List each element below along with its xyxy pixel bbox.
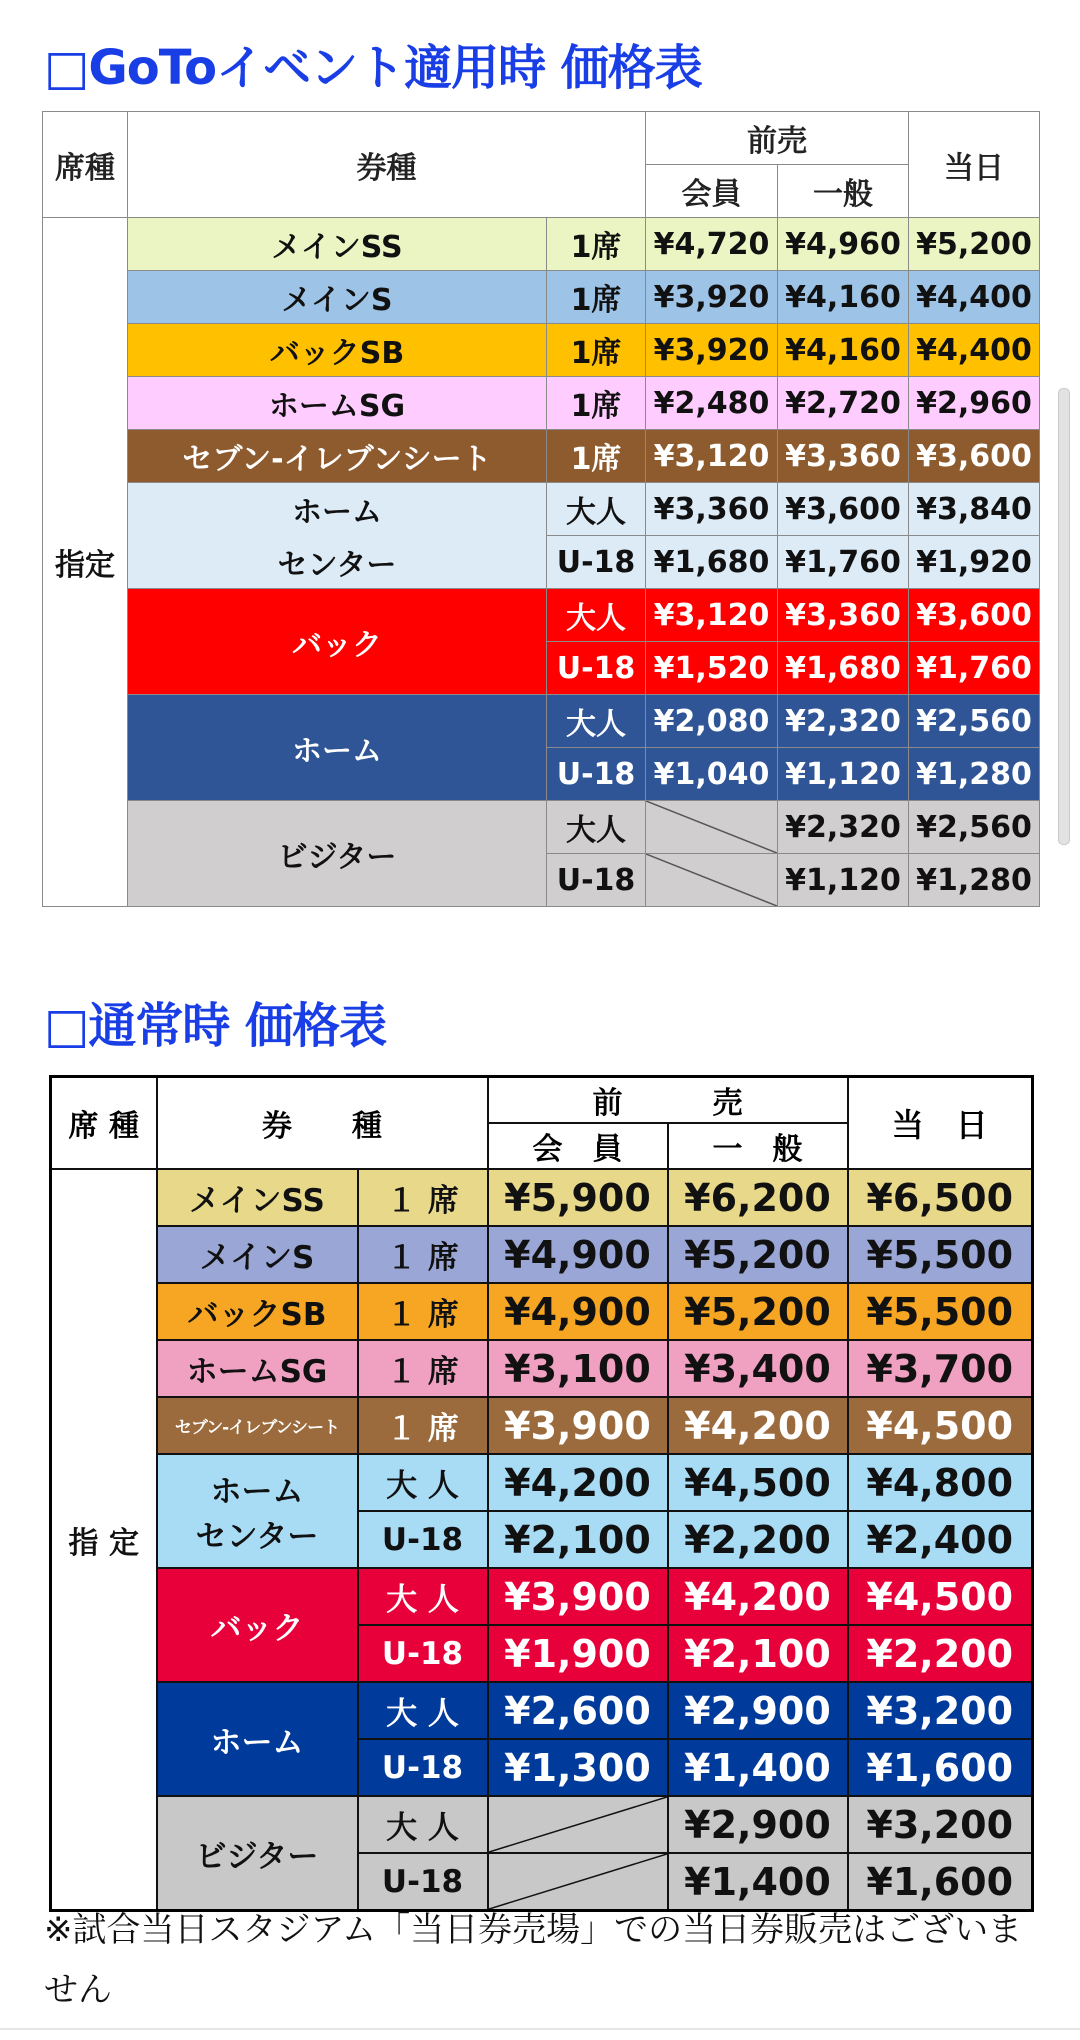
seat-name: セブン‐イレブンシート [128,430,547,483]
header-seat-type: 席種 [43,112,128,218]
header-general: 一 般 [668,1123,848,1169]
price-general: ¥2,320 [778,801,909,854]
table-row [51,1682,1033,1739]
table-row [43,589,1040,642]
table-row [43,430,1040,483]
seat-name: バック [157,1568,358,1682]
price-general: ¥6,200 [668,1169,848,1226]
ticket-type: 大人 [547,695,646,748]
ticket-type: １ 席 [358,1226,488,1283]
ticket-type: １ 席 [358,1340,488,1397]
price-member-not-available [646,854,778,907]
ticket-type: 1席 [547,218,646,271]
price-member: ¥1,680 [646,536,778,589]
seat-name: ホーム [157,1454,358,1511]
seat-name: ホーム [157,1682,358,1796]
price-general: ¥1,400 [668,1853,848,1911]
header-advance: 前売 [646,112,909,165]
ticket-type: U-18 [547,854,646,907]
price-member: ¥3,900 [488,1397,668,1454]
price-general: ¥3,360 [778,589,909,642]
seat-name: ビジター [128,801,547,907]
price-same-day: ¥1,280 [909,854,1040,907]
seat-name: メインS [128,271,547,324]
price-same-day: ¥1,600 [848,1739,1033,1796]
header-advance: 前 売 [488,1077,848,1124]
table-row [51,1226,1033,1283]
price-member: ¥1,520 [646,642,778,695]
table-row [51,1454,1033,1511]
price-same-day: ¥2,560 [909,695,1040,748]
price-general: ¥5,200 [668,1226,848,1283]
price-general: ¥4,960 [778,218,909,271]
seat-name: セブン-イレブンシート [157,1397,358,1454]
normal-price-table-title: □通常時 価格表 [44,998,387,1054]
ticket-type: １ 席 [358,1397,488,1454]
price-member: ¥4,720 [646,218,778,271]
ticket-type: U-18 [547,748,646,801]
price-member: ¥2,600 [488,1682,668,1739]
seat-name: メインS [157,1226,358,1283]
price-member: ¥3,360 [646,483,778,536]
seat-name: メインSS [157,1169,358,1226]
table-row [51,1796,1033,1853]
ticket-type: 大 人 [358,1568,488,1625]
price-general: ¥4,500 [668,1454,848,1511]
price-same-day: ¥4,800 [848,1454,1033,1511]
price-general: ¥2,900 [668,1682,848,1739]
seat-name: ビジター [157,1796,358,1911]
price-same-day: ¥5,500 [848,1226,1033,1283]
price-general: ¥3,400 [668,1340,848,1397]
price-general: ¥1,400 [668,1739,848,1796]
price-same-day: ¥3,200 [848,1682,1033,1739]
price-member: ¥3,920 [646,271,778,324]
ticket-type: U-18 [358,1853,488,1911]
ticket-type: 1席 [547,324,646,377]
seat-name: メインSS [128,218,547,271]
price-general: ¥1,680 [778,642,909,695]
price-general: ¥2,320 [778,695,909,748]
ticket-type: 大人 [547,801,646,854]
goto-price-table-title: □GoToイベント適用時 価格表 [44,40,702,96]
price-general: ¥2,720 [778,377,909,430]
header-member: 会員 [646,165,778,218]
table-row [43,483,1040,536]
table-row [43,324,1040,377]
price-member: ¥3,100 [488,1340,668,1397]
price-member: ¥1,300 [488,1739,668,1796]
price-same-day: ¥3,200 [848,1796,1033,1853]
divider [0,2028,1080,2030]
goto-price-table [42,111,1040,907]
seat-name: バック [128,589,547,695]
table-row [51,1283,1033,1340]
price-general: ¥4,160 [778,324,909,377]
ticket-type: U-18 [358,1739,488,1796]
price-member: ¥1,040 [646,748,778,801]
table-row [43,218,1040,271]
header-seat-type: 席 種 [51,1077,157,1170]
price-same-day: ¥2,960 [909,377,1040,430]
seat-name: バックSB [128,324,547,377]
price-same-day: ¥3,600 [909,589,1040,642]
table-row [51,1568,1033,1625]
ticket-type: 大 人 [358,1682,488,1739]
price-same-day: ¥2,400 [848,1511,1033,1568]
table-row [43,801,1040,854]
price-member: ¥2,100 [488,1511,668,1568]
price-member: ¥3,120 [646,430,778,483]
ticket-type: 1席 [547,271,646,324]
price-member: ¥2,080 [646,695,778,748]
price-general: ¥1,120 [778,854,909,907]
table-row [43,271,1040,324]
seat-name: ホーム [128,483,547,536]
price-member: ¥4,900 [488,1226,668,1283]
price-same-day: ¥2,200 [848,1625,1033,1682]
price-same-day: ¥5,200 [909,218,1040,271]
header-member: 会 員 [488,1123,668,1169]
price-member: ¥3,900 [488,1568,668,1625]
table-row [51,1511,1033,1568]
same-day-ticket-note: ※試合当日スタジアム「当日券売場」での当日券販売はございません [44,1910,1023,2010]
price-general: ¥5,200 [668,1283,848,1340]
price-general: ¥1,120 [778,748,909,801]
ticket-type: １ 席 [358,1169,488,1226]
ticket-type: 1席 [547,377,646,430]
table-row [43,695,1040,748]
table-row [51,1397,1033,1454]
header-ticket-type: 券種 [128,112,646,218]
price-general: ¥4,200 [668,1568,848,1625]
ticket-type: U-18 [358,1511,488,1568]
price-member-not-available [488,1796,668,1853]
ticket-type: １ 席 [358,1283,488,1340]
price-same-day: ¥3,840 [909,483,1040,536]
price-same-day: ¥1,600 [848,1853,1033,1911]
ticket-type: U-18 [358,1625,488,1682]
price-general: ¥2,900 [668,1796,848,1853]
price-member: ¥4,200 [488,1454,668,1511]
price-member: ¥4,900 [488,1283,668,1340]
price-general: ¥2,200 [668,1511,848,1568]
table-row [43,536,1040,589]
price-member: ¥3,920 [646,324,778,377]
price-same-day: ¥3,600 [909,430,1040,483]
ticket-type: 大 人 [358,1454,488,1511]
price-same-day: ¥2,560 [909,801,1040,854]
price-same-day: ¥1,760 [909,642,1040,695]
ticket-type: 大人 [547,589,646,642]
header-same-day: 当 日 [848,1077,1033,1170]
price-same-day: ¥1,280 [909,748,1040,801]
price-same-day: ¥4,400 [909,271,1040,324]
seat-name: ホーム [128,695,547,801]
table-row [51,1169,1033,1226]
price-member: ¥5,900 [488,1169,668,1226]
price-general: ¥4,200 [668,1397,848,1454]
price-same-day: ¥6,500 [848,1169,1033,1226]
scrollbar[interactable] [1058,388,1070,845]
price-same-day: ¥5,500 [848,1283,1033,1340]
price-same-day: ¥4,500 [848,1397,1033,1454]
price-general: ¥2,100 [668,1625,848,1682]
price-member-not-available [646,801,778,854]
header-ticket-type: 券 種 [157,1077,488,1170]
price-general: ¥3,360 [778,430,909,483]
table-row [51,1340,1033,1397]
seat-name: センター [128,536,547,589]
header-general: 一般 [778,165,909,218]
ticket-type: 大 人 [358,1796,488,1853]
ticket-type: 大人 [547,483,646,536]
ticket-type: U-18 [547,642,646,695]
seat-name: ホームSG [128,377,547,430]
ticket-type: 1席 [547,430,646,483]
seat-name: センター [157,1511,358,1568]
header-same-day: 当日 [909,112,1040,218]
price-general: ¥3,600 [778,483,909,536]
table-row [43,377,1040,430]
price-same-day: ¥4,500 [848,1568,1033,1625]
price-member: ¥2,480 [646,377,778,430]
price-member: ¥1,900 [488,1625,668,1682]
ticket-type: U-18 [547,536,646,589]
category-reserved: 指 定 [51,1169,157,1911]
category-reserved: 指定 [43,218,128,907]
price-same-day: ¥4,400 [909,324,1040,377]
price-same-day: ¥1,920 [909,536,1040,589]
price-general: ¥4,160 [778,271,909,324]
price-general: ¥1,760 [778,536,909,589]
seat-name: ホームSG [157,1340,358,1397]
price-member: ¥3,120 [646,589,778,642]
seat-name: バックSB [157,1283,358,1340]
normal-price-table [49,1075,1034,1912]
price-same-day: ¥3,700 [848,1340,1033,1397]
